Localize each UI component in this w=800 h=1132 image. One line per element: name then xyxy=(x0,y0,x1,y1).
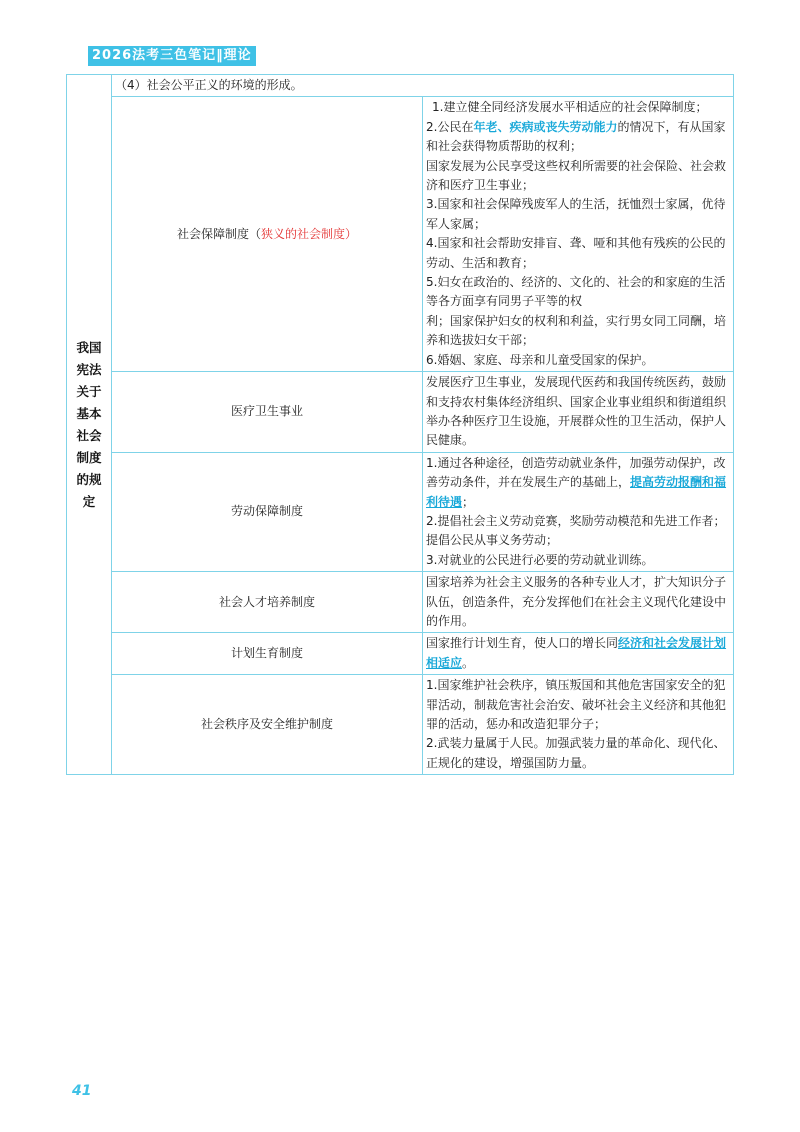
highlight-text: 经济和社会发展计划相适应 xyxy=(426,636,727,670)
topic-line: 关于 xyxy=(76,383,102,399)
header-title: 2026法考三色笔记‖理论 xyxy=(88,46,256,66)
category-labor: 劳动保障制度 xyxy=(112,452,423,571)
intro-cell: （4）社会公平正义的环境的形成。 xyxy=(112,75,734,97)
highlight-text: 年老、疾病或丧失劳动能力 xyxy=(473,119,618,134)
table-row xyxy=(67,633,734,675)
page-header xyxy=(88,44,256,66)
table-row xyxy=(67,675,734,775)
table-row xyxy=(67,97,734,372)
content-labor: 1.通过各种途径，创造劳动就业条件，加强劳动保护，改善劳动条件，并在发展生产的基础上，提高劳动报酬和福利待遇； 2.提倡社会主义劳动竞赛，奖励劳动模范和先进工作者；提倡公民从事义务劳动； 3.对就业的公民进行必要的劳动就业训练。 xyxy=(423,452,734,571)
table-row xyxy=(67,75,734,97)
category-talent: 社会人才培养制度 xyxy=(112,572,423,633)
constitution-table xyxy=(66,74,734,775)
content-social-security: 1.建立健全同经济发展水平相适应的社会保障制度； 2.公民在年老、疾病或丧失劳动能力的情况下，有从国家和社会获得物质帮助的权利； 国家发展为公民享受这些权利所需要的社会保险、社会救济和医疗卫生事业； 3.国家和社会保障残废军人的生活，抚恤烈士家属，优待军人家属； 4.国家和社会帮助安排盲、聋、哑和其他有残疾的公民的劳动、生活和教育； 5.妇女在政治的、经济的、文化的、社会的和家庭的生活等各方面享有同男子平等的权 利；国家保护妇女的权利和利益，实行男女同工同酬，培养和选拔妇女干部； 6.婚姻、家庭、母亲和儿童受国家的保护。 xyxy=(423,97,734,372)
topic-line: 基本 xyxy=(76,405,102,421)
topic-line: 社会 xyxy=(76,427,102,443)
table-row xyxy=(67,372,734,453)
topic-line: 的规 xyxy=(76,471,102,487)
topic-line: 制度 xyxy=(76,449,102,465)
category-order: 社会秩序及安全维护制度 xyxy=(112,675,423,775)
topic-line: 我国 xyxy=(76,339,102,355)
page-number: 41 xyxy=(72,1083,92,1099)
topic-cell xyxy=(67,75,112,775)
topic-line: 定 xyxy=(82,493,96,509)
category-medical: 医疗卫生事业 xyxy=(112,372,423,453)
category-social-security: 社会保障制度（狭义的社会制度） xyxy=(112,97,423,372)
table-row xyxy=(67,572,734,633)
content-talent: 国家培养为社会主义服务的各种专业人才，扩大知识分子队伍，创造条件，充分发挥他们在社会主义现代化建设中的作用。 xyxy=(423,572,734,633)
table-row xyxy=(67,452,734,571)
content-family-planning: 国家推行计划生育，使人口的增长同经济和社会发展计划相适应。 xyxy=(423,633,734,675)
category-family-planning: 计划生育制度 xyxy=(112,633,423,675)
topic-line: 宪法 xyxy=(76,361,102,377)
content-order: 1.国家维护社会秩序，镇压叛国和其他危害国家安全的犯罪活动，制裁危害社会治安、破坏社会主义经济和其他犯罪的活动，惩办和改造犯罪分子； 2.武装力量属于人民。加强武装力量的革命化、现代化、正规化的建设，增强国防力量。 xyxy=(423,675,734,775)
highlight-text: 提高劳动报酬和福利待遇 xyxy=(426,475,727,509)
content-medical: 发展医疗卫生事业，发展现代医药和我国传统医药，鼓励和支持农村集体经济组织、国家企业事业组织和街道组织举办各种医疗卫生设施，开展群众性的卫生活动，保护人民健康。 xyxy=(423,372,734,453)
narrow-sense-note: 狭义的社会制度 xyxy=(260,226,345,241)
